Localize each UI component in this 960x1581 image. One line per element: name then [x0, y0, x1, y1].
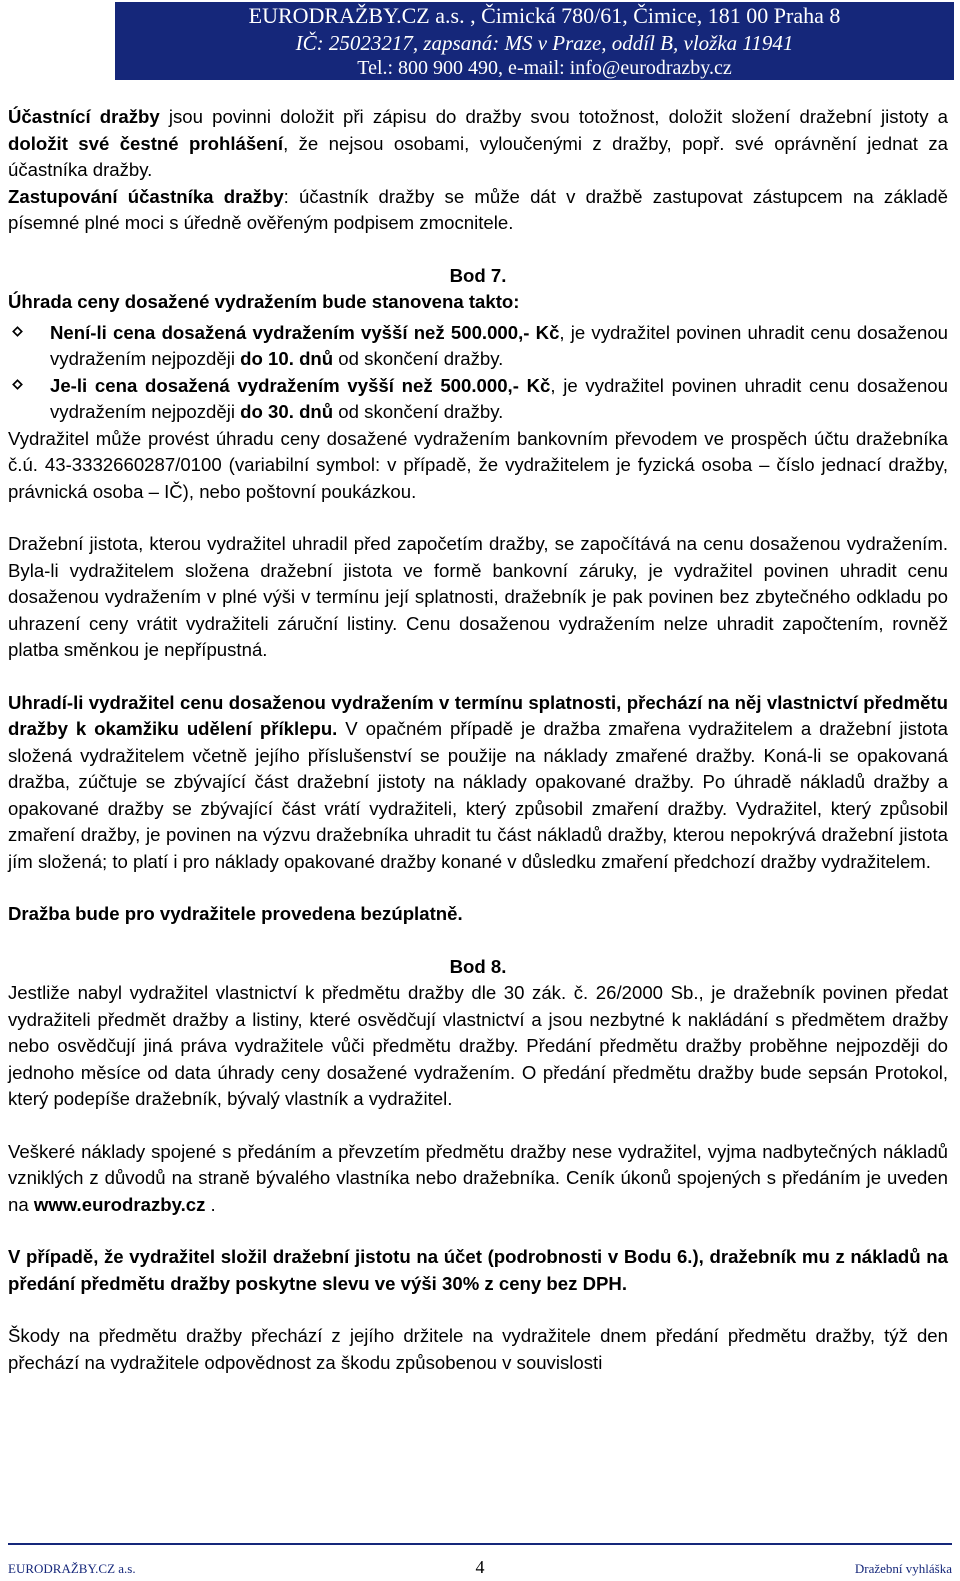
bold-term: do 30. dnů	[240, 401, 334, 422]
paragraph-costs	[8, 1139, 948, 1219]
paragraph-discount	[8, 1244, 948, 1297]
spacer	[8, 1113, 948, 1139]
text-span: Jestliže nabyl vydražitel vlastnictví k předmětu dražby dle 30 zák. č. 26/2000 Sb.	[8, 982, 699, 1003]
bold-term: Uhradí-li vydražitel cenu dosaženou vydražením v termínu splatnosti, přechází na něj vlastnictví předmětu dražby k okamžiku udělení příklepu.	[8, 691, 948, 739]
bold-term: Dražba bude pro vydražitele provedena bezúplatně.	[8, 903, 463, 924]
document-body	[8, 104, 948, 1376]
section-title-text: Bod 7.	[449, 264, 507, 286]
text-span: od skončení dražby.	[333, 401, 504, 422]
paragraph-ownership-transfer	[8, 690, 948, 876]
section-heading-payment	[8, 289, 948, 316]
spacer	[8, 505, 948, 531]
text-span: od skončení dražby.	[333, 348, 504, 369]
bold-term: Není-li cena dosažená vydražením vyšší než 500.000,- Kč	[50, 321, 560, 343]
page-number: 4	[475, 1557, 485, 1577]
paragraph-damages: Škody na předmětu dražby přechází z jejího držitele na vydražitele dnem předání předmětu dražby, týž den přechází na vydražitele odpovědnost za škodu způsobenou v souvislosti	[8, 1325, 948, 1373]
page-footer	[8, 1543, 952, 1581]
payment-terms-list	[8, 320, 948, 426]
paragraph-bank-transfer: Vydražitel může provést úhradu ceny dosažené vydražením bankovním převodem ve prospěch účtu dražebníka č.ú. 43-3332660287/0100 (variabilní symbol: v případě, že vydražitelem je fyzická osoba – číslo jednací dražby, právnická osoba – IČ), nebo poštovní poukázkou.	[8, 427, 948, 502]
letterhead-line-2	[115, 29, 954, 56]
section-title-bod-8	[8, 954, 948, 981]
section-title-text: Bod 8.	[449, 955, 507, 977]
footer-document-type: Dražební vyhláška	[854, 1561, 952, 1576]
section-heading-text: Úhrada ceny dosažené vydražením bude stanovena takto:	[8, 291, 520, 312]
letterhead-line-3	[115, 56, 954, 80]
diamond-bullet-icon	[12, 379, 23, 390]
bold-term: V případě, že vydražitel složil dražební jistotu na účet (podrobnosti v Bodu 6.), dražebník mu z nákladů na předání předmětu dražby poskytne slevu ve výši 30% z ceny bez DPH.	[8, 1246, 948, 1294]
section-title-bod-7	[8, 263, 948, 290]
website-link[interactable]: www.eurodrazby.cz	[33, 1193, 206, 1215]
text-span: , je vydražitel povinen uhradit cenu dosaženou vydražením nejpozději	[50, 321, 948, 369]
text-span: jsou povinni doložit při zápisu do dražby svou totožnost, doložit složení dražební jistoty a	[159, 106, 948, 127]
paragraph-representation	[8, 184, 948, 237]
bold-term: Zastupování účastníka dražby	[8, 185, 284, 207]
bold-term: Účastnící dražby	[8, 106, 160, 127]
paragraph-free-of-charge	[8, 901, 948, 928]
bold-term: doložit své čestné prohlášení	[8, 132, 284, 154]
paragraph-participants	[8, 104, 948, 184]
letterhead	[0, 2, 960, 82]
text-span: , že nejsou osobami, vyloučenými z dražby, popř. své oprávnění jednat za účastníka dražby.	[8, 132, 949, 180]
spacer	[8, 928, 948, 954]
paragraph-handover	[8, 980, 948, 1113]
spacer	[8, 1218, 948, 1244]
company-contact: Tel.: 800 900 490, e-mail: info@eurodrazby.cz	[357, 57, 732, 79]
letterhead-line-1	[115, 2, 954, 29]
company-registration: IČ: 25023217, zapsaná: MS v Praze, oddíl B, vložka 11941	[295, 31, 794, 55]
bold-term: do 10. dnů	[240, 348, 334, 369]
spacer	[8, 664, 948, 690]
spacer	[8, 875, 948, 901]
list-item	[8, 373, 948, 426]
list-item	[8, 320, 948, 373]
diamond-bullet-icon	[12, 326, 23, 337]
bold-term: Je-li cena dosažená vydražením vyšší než 500.000,- Kč	[50, 374, 551, 396]
paragraph-deposit: Dražební jistota, kterou vydražitel uhradil před započetím dražby, se započítává na cenu dosaženou vydražením. Byla-li vydražitelem složena dražební jistota ve formě bankovní záruky, je vydražitel povinen uhradit cenu dosaženou vydražením v plné výši v termínu její splatnosti, dražebník je pak povinen bez zbytečného odkladu po uhrazení ceny vrátit vydražiteli záruční listiny. Cenu dosaženou vydražením nelze uhradit započtením, rovněž platba směnkou je nepřípustná.	[8, 533, 948, 660]
text-span: Veškeré náklady spojené s předáním a převzetím předmětu dražby nese vydražitel, vyjma nadbytečných nákladů vzniklých z důvodů na straně bývalého vlastníka nebo dražebníka. Ceník úkonů spojených s předáním je uveden na	[8, 1140, 948, 1215]
spacer	[8, 1297, 948, 1323]
footer-company: EURODRAŽBY.CZ a.s.	[8, 1561, 136, 1576]
text-span: V opačném případě je dražba zmařena vydražitelem a dražební jistota složená vydražitelem včetně jejího příslušenství se použije na náklady zmařené dražby. Koná-li se opakovaná dražba, zúčtuje se zbývající část dražební jistoty na náklady opakované dražby. Po úhradě nákladů dražby a opakované dražby se zbývající část vrátí vydražiteli, který způsobil zmaření dražby. Vydražitel, který způsobil zmaření dražby, je povinen na výzvu dražebníka uhradit tu část nákladů dražby, kterou nepokrývá dražební jistota jím složená; to platí i pro náklady opakované dražby konané v důsledku zmaření předchozí dražby vydražitelem.	[8, 718, 948, 872]
company-address: EURODRAŽBY.CZ a.s. , Čimická 780/61, Čimice, 181 00 Praha 8	[248, 3, 841, 28]
text-span: , je dražebník povinen předat vydražiteli předmět dražby a listiny, které osvědčují vlastnictví a jsou nezbytné k nakládání s předmětem dražby nebo osvědčují jiná práva vydražitele vůči předmětu dražby. Předání předmětu dražby proběhne nejpozději do jednoho měsíce od data úhrady ceny dosažené vydražením. O předání předmětu dražby bude sepsán Protokol, který podepíše dražebník, bývalý vlastník a vydražitel.	[8, 982, 948, 1109]
text-span: , je vydražitel povinen uhradit cenu dosaženou vydražením nejpozději	[50, 374, 948, 422]
text-span: .	[205, 1193, 216, 1215]
text-span: : účastník dražby se může dát v dražbě zastupovat zástupcem na základě písemné plné moci s úředně ověřeným podpisem zmocnitele.	[8, 185, 948, 233]
spacer	[8, 237, 948, 263]
